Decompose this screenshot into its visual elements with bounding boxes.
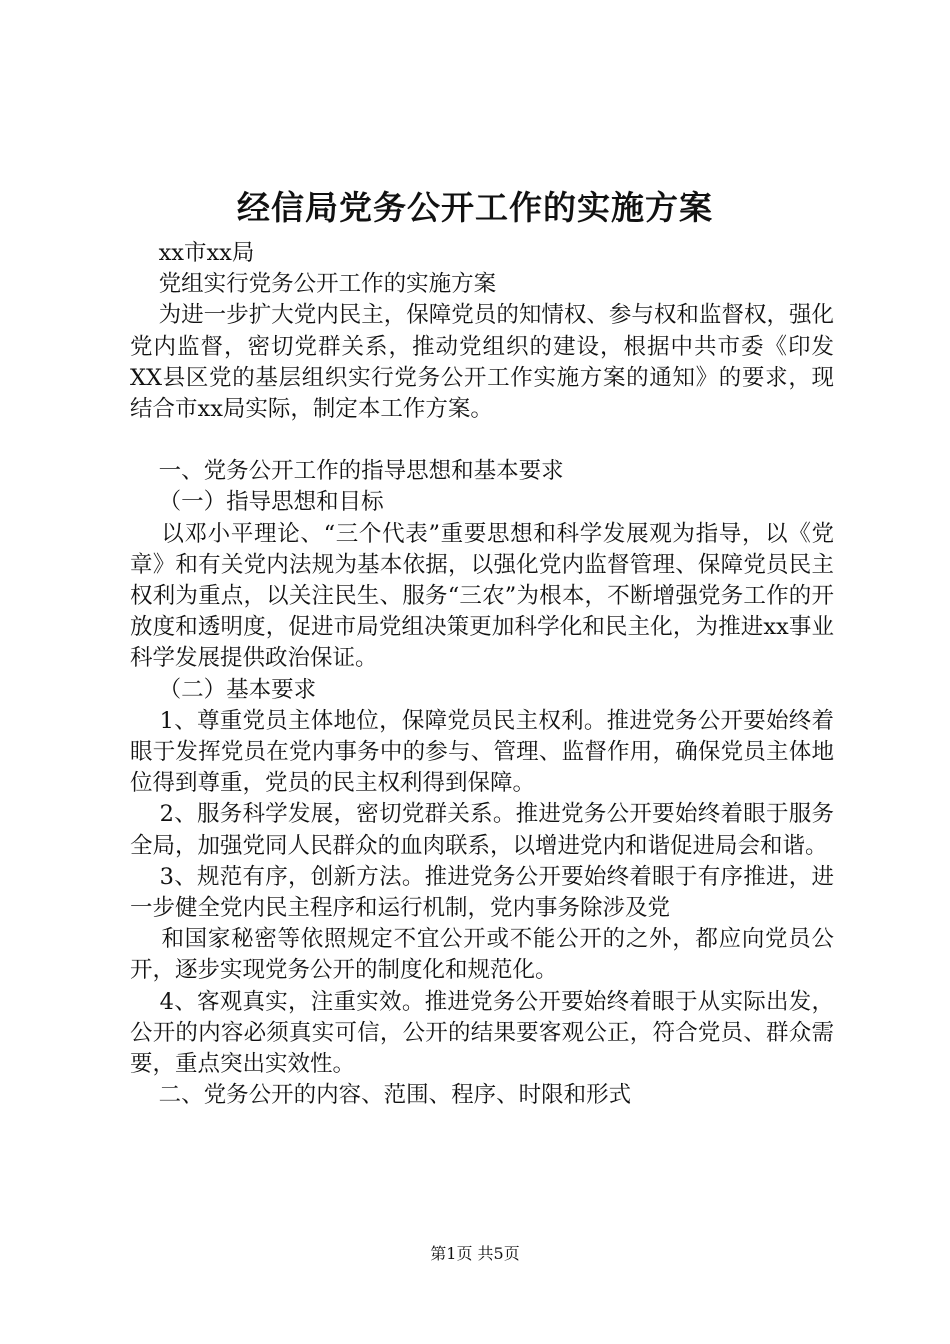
document-body — [130, 238, 834, 1111]
paragraph-requirement-1: 1、尊重党员主体地位，保障党员民主权利。推进党务公开要始终着眼于发挥党员在党内事务中的参与、管理、监督作用，确保党员主体地位得到尊重，党员的民主权利得到保障。 — [130, 707, 834, 797]
heading-section-2: 二、党务公开的内容、范围、程序、时限和形式 — [130, 1082, 632, 1109]
paragraph-intro: 为进一步扩大党内民主，保障党员的知情权、参与权和监督权，强化党内监督，密切党群关系，推动党组织的建设，根据中共市委《印发XX县区党的基层组织实行党务公开工作实施方案的通知》的要求，现结合市xx局实际，制定本工作方案。 — [130, 302, 834, 423]
paragraph-guiding-thought: 以邓小平理论、“三个代表”重要思想和科学发展观为指导，以《党章》和有关党内法规为基本依据，以强化党内监督管理、保障党员民主权利为重点，以关注民生、服务“三农”为根本，不断增强党务工作的开放度和透明度，促进市局党组决策更加科学化和民主化，为推进xx事业科学发展提供政治保证。 — [130, 520, 834, 672]
paragraph-requirement-3-cont: 和国家秘密等依照规定不宜公开或不能公开的之外，都应向党员公开，逐步实现党务公开的制度化和规范化。 — [130, 926, 834, 984]
paragraph-requirement-3: 3、规范有序，创新方法。推进党务公开要始终着眼于有序推进，进一步健全党内民主程序和运行机制，党内事务除涉及党 — [130, 863, 834, 922]
paragraph-requirement-4: 4、客观真实，注重实效。推进党务公开要始终着眼于从实际出发，公开的内容必须真实可信，公开的结果要客观公正，符合党员、群众需要，重点突出实效性。 — [130, 988, 834, 1078]
document-title: 经信局党务公开工作的实施方案 — [237, 188, 713, 227]
page-number: 第1页 共5页 — [430, 1244, 520, 1263]
paragraph-subtitle: 党组实行党务公开工作的实施方案 — [130, 271, 497, 298]
heading-subsection-1: （一）指导思想和目标 — [130, 489, 384, 516]
paragraph-requirement-2: 2、服务科学发展，密切党群关系。推进党务公开要始终着眼于服务全局，加强党同人民群众的血肉联系，以增进党内和谐促进局会和谐。 — [130, 801, 834, 859]
paragraph-issuer: xx市xx局 — [130, 240, 255, 266]
paragraph-gap — [130, 425, 834, 456]
heading-section-1: 一、党务公开工作的指导思想和基本要求 — [130, 458, 564, 485]
heading-subsection-2: （二）基本要求 — [130, 676, 317, 703]
